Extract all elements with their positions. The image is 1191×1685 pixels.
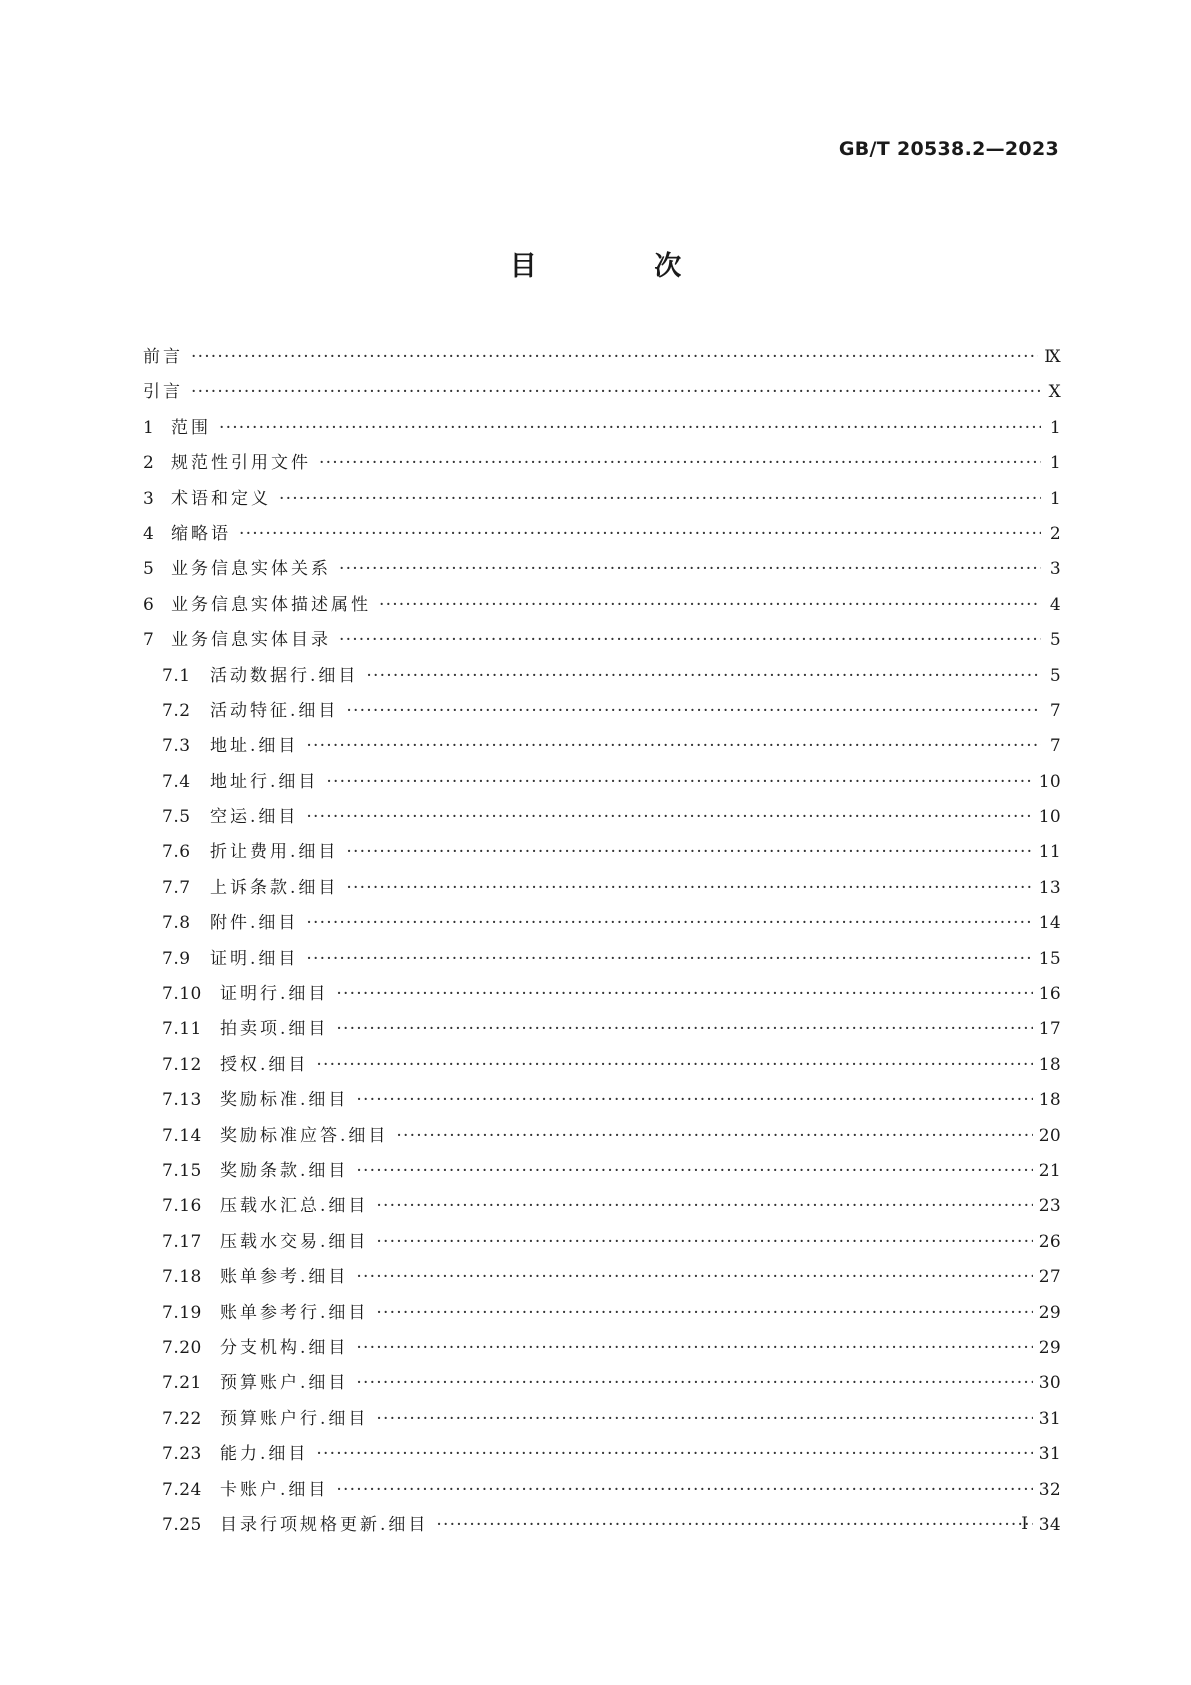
toc-entry[interactable] — [143, 1014, 1061, 1049]
toc-leader-dots — [306, 807, 1032, 827]
toc-entry-number: 7.16 — [162, 1196, 202, 1217]
toc-entry-page: 5 — [1049, 665, 1061, 686]
toc-entry[interactable] — [143, 1121, 1061, 1156]
toc-entry-page: Ⅸ — [1044, 347, 1061, 367]
toc-entry-number: 7.20 — [162, 1337, 202, 1358]
toc-leader-dots — [306, 736, 1041, 756]
toc-entry[interactable] — [143, 519, 1061, 554]
toc-entry[interactable] — [143, 802, 1061, 837]
toc-entry[interactable] — [143, 1404, 1061, 1439]
toc-leader-dots — [319, 453, 1041, 473]
toc-entry[interactable] — [143, 908, 1061, 943]
toc-entry-label: 账单参考.细目 — [220, 1267, 349, 1288]
toc-entry-label: 引言 — [143, 382, 183, 403]
toc-entry-number: 7.8 — [162, 913, 191, 934]
toc-entry[interactable] — [143, 1156, 1061, 1191]
toc-entry-page: 31 — [1038, 1444, 1061, 1465]
toc-entry[interactable] — [143, 944, 1061, 979]
standard-code: GB/T 20538.2—2023 — [838, 138, 1059, 160]
toc-entry[interactable] — [143, 1510, 1061, 1545]
toc-entry-label: 预算账户行.细目 — [220, 1408, 369, 1429]
toc-entry-page: 11 — [1038, 842, 1061, 863]
toc-entry-page: 20 — [1038, 1125, 1061, 1146]
toc-entry-page: 18 — [1038, 1090, 1061, 1111]
toc-entry-label: 奖励条款.细目 — [220, 1160, 349, 1181]
toc-entry-number: 7.4 — [162, 771, 191, 792]
toc-entry-number: 7.11 — [162, 1019, 202, 1040]
toc-entry-page: 10 — [1038, 771, 1061, 792]
toc-entry-number: 7.17 — [162, 1231, 202, 1252]
toc-entry-label: 能力.细目 — [220, 1444, 309, 1465]
toc-leader-dots — [376, 1196, 1032, 1216]
toc-entry-page: 31 — [1038, 1408, 1061, 1429]
toc-entry-page: 5 — [1049, 630, 1061, 651]
toc-entry[interactable] — [143, 1191, 1061, 1226]
toc-entry[interactable] — [143, 1368, 1061, 1403]
toc-leader-dots — [316, 1444, 1032, 1464]
toc-leader-dots — [346, 701, 1041, 721]
toc-entry-page: 7 — [1049, 736, 1061, 757]
toc-entry-page: 32 — [1038, 1479, 1061, 1500]
toc-entry-page: 30 — [1038, 1373, 1061, 1394]
toc-entry-number: 7 — [143, 630, 155, 651]
toc-leader-dots — [339, 559, 1041, 579]
toc-entry-page: 27 — [1038, 1267, 1061, 1288]
toc-entry-number: 5 — [143, 559, 155, 580]
toc-entry-page: 17 — [1038, 1019, 1061, 1040]
toc-leader-dots — [396, 1126, 1032, 1146]
toc-entry[interactable] — [143, 484, 1061, 519]
toc-entry-label: 空运.细目 — [210, 807, 299, 828]
toc-entry-label: 地址.细目 — [210, 736, 299, 757]
toc-entry-label: 预算账户.细目 — [220, 1373, 349, 1394]
toc-entry-label: 奖励标准应答.细目 — [220, 1125, 389, 1146]
toc-leader-dots — [336, 1019, 1032, 1039]
toc-entry-number: 7.23 — [162, 1444, 202, 1465]
page-number: Ⅰ — [1021, 1514, 1028, 1534]
toc-entry[interactable] — [143, 1085, 1061, 1120]
toc-entry-page: 10 — [1038, 807, 1061, 828]
toc-leader-dots — [279, 489, 1041, 509]
toc-entry-label: 术语和定义 — [171, 488, 271, 509]
toc-leader-dots — [326, 772, 1032, 792]
toc-entry-label: 活动特征.细目 — [210, 700, 339, 721]
toc-entry[interactable] — [143, 448, 1061, 483]
toc-leader-dots — [356, 1090, 1032, 1110]
toc-entry-page: 1 — [1049, 453, 1061, 474]
toc-entry-label: 业务信息实体目录 — [171, 630, 331, 651]
toc-entry-page: 29 — [1038, 1337, 1061, 1358]
toc-leader-dots — [306, 949, 1032, 969]
toc-entry[interactable] — [143, 590, 1061, 625]
toc-entry-number: 7.13 — [162, 1090, 202, 1111]
toc-entry-label: 卡账户.细目 — [220, 1479, 329, 1500]
toc-leader-dots — [306, 913, 1032, 933]
toc-leader-dots — [191, 347, 1038, 367]
toc-entry[interactable] — [143, 837, 1061, 872]
toc-entry-number: 7.3 — [162, 736, 191, 757]
toc-entry[interactable] — [143, 1439, 1061, 1474]
toc-entry-label: 奖励标准.细目 — [220, 1090, 349, 1111]
toc-entry-number: 1 — [143, 417, 155, 438]
toc-leader-dots — [366, 666, 1041, 686]
toc-entry[interactable] — [143, 696, 1061, 731]
toc-entry[interactable] — [143, 767, 1061, 802]
toc-leader-dots — [376, 1409, 1032, 1429]
table-of-contents — [143, 342, 1061, 1545]
toc-entry[interactable] — [143, 625, 1061, 660]
toc-entry-label: 上诉条款.细目 — [210, 877, 339, 898]
toc-leader-dots — [336, 984, 1032, 1004]
toc-leader-dots — [436, 1515, 1032, 1535]
toc-entry-label: 压载水交易.细目 — [220, 1231, 369, 1252]
toc-leader-dots — [336, 1480, 1032, 1500]
toc-entry-number: 7.5 — [162, 807, 191, 828]
toc-leader-dots — [376, 1303, 1032, 1323]
toc-entry-number: 3 — [143, 488, 155, 509]
toc-entry-number: 7.2 — [162, 700, 191, 721]
toc-entry-label: 附件.细目 — [210, 913, 299, 934]
toc-entry-number: 7.9 — [162, 948, 191, 969]
toc-entry-label: 地址行.细目 — [210, 771, 319, 792]
toc-entry-label: 业务信息实体描述属性 — [171, 594, 371, 615]
toc-entry[interactable] — [143, 731, 1061, 766]
toc-entry[interactable] — [143, 554, 1061, 589]
toc-leader-dots — [239, 524, 1041, 544]
toc-entry-number: 4 — [143, 523, 155, 544]
toc-entry-number: 7.1 — [162, 665, 191, 686]
toc-entry-page: 14 — [1038, 913, 1061, 934]
toc-entry-page: 21 — [1038, 1160, 1061, 1181]
toc-entry[interactable] — [143, 1298, 1061, 1333]
toc-leader-dots — [379, 595, 1041, 615]
toc-leader-dots — [346, 842, 1032, 862]
toc-entry-number: 7.10 — [162, 984, 202, 1005]
toc-entry-number: 7.14 — [162, 1125, 202, 1146]
toc-entry-number: 7.6 — [162, 842, 191, 863]
toc-entry-page: 2 — [1049, 523, 1061, 544]
toc-entry-page: 4 — [1049, 594, 1061, 615]
toc-entry-label: 证明行.细目 — [220, 984, 329, 1005]
toc-entry-number: 7.18 — [162, 1267, 202, 1288]
toc-leader-dots — [339, 630, 1041, 650]
toc-entry-label: 范围 — [171, 417, 211, 438]
toc-entry-number: 7.21 — [162, 1373, 202, 1394]
toc-leader-dots — [376, 1232, 1032, 1252]
toc-entry[interactable] — [143, 979, 1061, 1014]
toc-entry-number: 7.24 — [162, 1479, 202, 1500]
toc-entry[interactable] — [143, 413, 1061, 448]
toc-entry-page: 1 — [1049, 417, 1061, 438]
toc-entry-number: 2 — [143, 453, 155, 474]
toc-leader-dots — [356, 1161, 1032, 1181]
toc-entry-number: 7.19 — [162, 1302, 202, 1323]
toc-entry[interactable] — [143, 1050, 1061, 1085]
toc-entry-page: 29 — [1038, 1302, 1061, 1323]
toc-entry-page: 1 — [1049, 488, 1061, 509]
toc-entry-number: 7.22 — [162, 1408, 202, 1429]
toc-entry[interactable] — [143, 1227, 1061, 1262]
toc-entry-label: 授权.细目 — [220, 1054, 309, 1075]
toc-entry-page: 18 — [1038, 1054, 1061, 1075]
toc-entry-label: 业务信息实体关系 — [171, 559, 331, 580]
toc-entry-page: 34 — [1038, 1514, 1061, 1535]
toc-entry-label: 缩略语 — [171, 523, 231, 544]
page-title: 目 次 — [509, 251, 736, 282]
toc-entry[interactable] — [143, 873, 1061, 908]
toc-leader-dots — [356, 1338, 1032, 1358]
toc-entry-label: 折让费用.细目 — [210, 842, 339, 863]
toc-entry-page: 7 — [1049, 700, 1061, 721]
toc-entry-number: 7.12 — [162, 1054, 202, 1075]
toc-entry-label: 活动数据行.细目 — [210, 665, 359, 686]
toc-entry-page: 3 — [1049, 559, 1061, 580]
toc-entry-label: 目录行项规格更新.细目 — [220, 1514, 429, 1535]
toc-entry-label: 分支机构.细目 — [220, 1337, 349, 1358]
toc-leader-dots — [219, 418, 1041, 438]
toc-entry-number: 7.15 — [162, 1160, 202, 1181]
toc-entry[interactable] — [143, 661, 1061, 696]
toc-leader-dots — [191, 382, 1041, 402]
toc-entry[interactable] — [143, 1475, 1061, 1510]
toc-entry[interactable] — [143, 377, 1061, 412]
toc-entry-page: 16 — [1038, 984, 1061, 1005]
toc-leader-dots — [346, 878, 1032, 898]
toc-entry-page: 13 — [1038, 877, 1061, 898]
toc-entry-label: 前言 — [143, 347, 183, 367]
toc-entry-page: 26 — [1038, 1231, 1061, 1252]
toc-leader-dots — [356, 1267, 1032, 1287]
toc-entry-page: 23 — [1038, 1196, 1061, 1217]
toc-entry-label: 证明.细目 — [210, 948, 299, 969]
toc-entry[interactable] — [143, 1262, 1061, 1297]
toc-entry-number: 7.7 — [162, 877, 191, 898]
toc-entry-label: 规范性引用文件 — [171, 453, 311, 474]
toc-entry[interactable] — [143, 1333, 1061, 1368]
toc-leader-dots — [316, 1055, 1032, 1075]
toc-entry-page: Ⅹ — [1048, 382, 1061, 403]
toc-entry-label: 账单参考行.细目 — [220, 1302, 369, 1323]
toc-entry[interactable] — [143, 342, 1061, 377]
toc-entry-page: 15 — [1038, 948, 1061, 969]
toc-entry-label: 压载水汇总.细目 — [220, 1196, 369, 1217]
toc-entry-number: 7.25 — [162, 1514, 202, 1535]
toc-entry-label: 拍卖项.细目 — [220, 1019, 329, 1040]
toc-entry-number: 6 — [143, 594, 155, 615]
toc-leader-dots — [356, 1373, 1032, 1393]
